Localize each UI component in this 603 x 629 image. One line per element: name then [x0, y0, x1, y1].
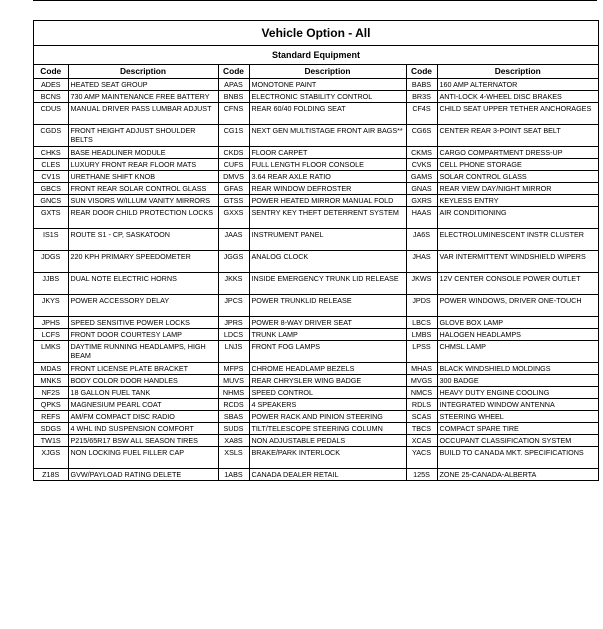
option-code-cell: GXTS	[34, 207, 68, 229]
option-description-cell: MANUAL DRIVER PASS LUMBAR ADJUST	[68, 103, 218, 125]
option-description-cell: BASE HEADLINER MODULE	[68, 147, 218, 159]
option-description-cell: ANALOG CLOCK	[249, 251, 406, 273]
option-code-cell: JPDS	[406, 295, 437, 317]
option-code-cell: CGDS	[34, 125, 68, 147]
option-code-cell: NHMS	[218, 387, 249, 399]
option-code-cell: RDLS	[406, 399, 437, 411]
option-description-cell: OCCUPANT CLASSIFICATION SYSTEM	[437, 435, 598, 447]
option-description-cell: NEXT GEN MULTISTAGE FRONT AIR BAGS**	[249, 125, 406, 147]
option-description-cell: BLACK WINDSHIELD MOLDINGS	[437, 363, 598, 375]
option-code-cell: CLES	[34, 159, 68, 171]
option-description-cell: INTEGRATED WINDOW ANTENNA	[437, 399, 598, 411]
option-description-cell: REAR CHRYSLER WING BADGE	[249, 375, 406, 387]
equipment-table	[34, 65, 598, 481]
table-row	[34, 375, 598, 387]
option-code-cell: LCFS	[34, 329, 68, 341]
option-code-cell: GTSS	[218, 195, 249, 207]
option-code-cell: CG6S	[406, 125, 437, 147]
option-description-cell: CENTER REAR 3-POINT SEAT BELT	[437, 125, 598, 147]
table-row	[34, 341, 598, 363]
option-description-cell: BRAKE/PARK INTERLOCK	[249, 447, 406, 469]
option-code-cell: CF4S	[406, 103, 437, 125]
option-code-cell: ADES	[34, 79, 68, 91]
option-description-cell: ZONE 25-CANADA-ALBERTA	[437, 469, 598, 481]
option-code-cell: TW1S	[34, 435, 68, 447]
vehicle-option-table-frame	[33, 20, 599, 481]
option-code-cell: JAAS	[218, 229, 249, 251]
option-description-cell: TRUNK LAMP	[249, 329, 406, 341]
option-description-cell: MONOTONE PAINT	[249, 79, 406, 91]
column-header: Description	[249, 65, 406, 79]
option-code-cell: GAMS	[406, 171, 437, 183]
option-code-cell: NF2S	[34, 387, 68, 399]
table-row	[34, 435, 598, 447]
option-code-cell: XJGS	[34, 447, 68, 469]
option-description-cell: FULL LENGTH FLOOR CONSOLE	[249, 159, 406, 171]
option-code-cell: JKKS	[218, 273, 249, 295]
option-code-cell: CHKS	[34, 147, 68, 159]
option-code-cell: LBCS	[406, 317, 437, 329]
option-code-cell: SCAS	[406, 411, 437, 423]
column-header: Code	[218, 65, 249, 79]
option-description-cell: SUN VISORS W/ILLUM VANITY MIRRORS	[68, 195, 218, 207]
option-description-cell: REAR DOOR CHILD PROTECTION LOCKS	[68, 207, 218, 229]
option-description-cell: HALOGEN HEADLAMPS	[437, 329, 598, 341]
option-code-cell: JKYS	[34, 295, 68, 317]
option-description-cell: POWER RACK AND PINION STEERING	[249, 411, 406, 423]
option-code-cell: SUDS	[218, 423, 249, 435]
option-code-cell: 125S	[406, 469, 437, 481]
table-row	[34, 329, 598, 341]
table-row	[34, 447, 598, 469]
option-description-cell: HEAVY DUTY ENGINE COOLING	[437, 387, 598, 399]
option-description-cell: 160 AMP ALTERNATOR	[437, 79, 598, 91]
option-description-cell: CHILD SEAT UPPER TETHER ANCHORAGES	[437, 103, 598, 125]
option-description-cell: P215/65R17 BSW ALL SEASON TIRES	[68, 435, 218, 447]
table-row	[34, 171, 598, 183]
option-description-cell: CHMSL LAMP	[437, 341, 598, 363]
option-description-cell: ELECTRONIC STABILITY CONTROL	[249, 91, 406, 103]
option-description-cell: 18 GALLON FUEL TANK	[68, 387, 218, 399]
option-code-cell: GNAS	[406, 183, 437, 195]
option-code-cell: LMBS	[406, 329, 437, 341]
option-code-cell: JPCS	[218, 295, 249, 317]
option-description-cell: SOLAR CONTROL GLASS	[437, 171, 598, 183]
option-description-cell: 220 KPH PRIMARY SPEEDOMETER	[68, 251, 218, 273]
option-code-cell: TBCS	[406, 423, 437, 435]
option-code-cell: CKDS	[218, 147, 249, 159]
option-description-cell: 4 SPEAKERS	[249, 399, 406, 411]
option-code-cell: LDCS	[218, 329, 249, 341]
option-description-cell: FRONT FOG LAMPS	[249, 341, 406, 363]
option-code-cell: JGGS	[218, 251, 249, 273]
table-row	[34, 207, 598, 229]
option-description-cell: DAYTIME RUNNING HEADLAMPS, HIGH BEAM	[68, 341, 218, 363]
option-description-cell: 300 BADGE	[437, 375, 598, 387]
option-description-cell: INSIDE EMERGENCY TRUNK LID RELEASE	[249, 273, 406, 295]
option-code-cell: CUFS	[218, 159, 249, 171]
option-description-cell: FRONT REAR SOLAR CONTROL GLASS	[68, 183, 218, 195]
option-code-cell: GFAS	[218, 183, 249, 195]
option-description-cell: DUAL NOTE ELECTRIC HORNS	[68, 273, 218, 295]
top-divider-line	[33, 0, 597, 1]
option-code-cell: JPHS	[34, 317, 68, 329]
table-row	[34, 469, 598, 481]
option-code-cell: GBCS	[34, 183, 68, 195]
option-description-cell: GVW/PAYLOAD RATING DELETE	[68, 469, 218, 481]
option-code-cell: BR3S	[406, 91, 437, 103]
option-description-cell: TILT/TELESCOPE STEERING COLUMN	[249, 423, 406, 435]
option-description-cell: FRONT DOOR COURTESY LAMP	[68, 329, 218, 341]
option-code-cell: LPSS	[406, 341, 437, 363]
option-description-cell: VAR INTERMITTENT WINDSHIELD WIPERS	[437, 251, 598, 273]
table-row	[34, 317, 598, 329]
option-description-cell: REAR WINDOW DEFROSTER	[249, 183, 406, 195]
option-description-cell: REAR VIEW DAY/NIGHT MIRROR	[437, 183, 598, 195]
option-description-cell: ANTI-LOCK 4-WHEEL DISC BRAKES	[437, 91, 598, 103]
option-description-cell: ELECTROLUMINESCENT INSTR CLUSTER	[437, 229, 598, 251]
option-code-cell: XCAS	[406, 435, 437, 447]
option-description-cell: POWER TRUNKLID RELEASE	[249, 295, 406, 317]
option-description-cell: SPEED SENSITIVE POWER LOCKS	[68, 317, 218, 329]
option-code-cell: REFS	[34, 411, 68, 423]
option-description-cell: POWER 8-WAY DRIVER SEAT	[249, 317, 406, 329]
option-description-cell: HEATED SEAT GROUP	[68, 79, 218, 91]
option-description-cell: FRONT HEIGHT ADJUST SHOULDER BELTS	[68, 125, 218, 147]
option-description-cell: NON ADJUSTABLE PEDALS	[249, 435, 406, 447]
table-row	[34, 159, 598, 171]
option-description-cell: 12V CENTER CONSOLE POWER OUTLET	[437, 273, 598, 295]
option-code-cell: CG1S	[218, 125, 249, 147]
option-code-cell: JJBS	[34, 273, 68, 295]
option-code-cell: LMKS	[34, 341, 68, 363]
option-code-cell: BABS	[406, 79, 437, 91]
option-code-cell: GXRS	[406, 195, 437, 207]
table-row	[34, 125, 598, 147]
option-description-cell: FLOOR CARPET	[249, 147, 406, 159]
option-description-cell: POWER HEATED MIRROR MANUAL FOLD	[249, 195, 406, 207]
option-description-cell: 3.64 REAR AXLE RATIO	[249, 171, 406, 183]
option-description-cell: 4 WHL IND SUSPENSION COMFORT	[68, 423, 218, 435]
table-row	[34, 251, 598, 273]
option-code-cell: BNBS	[218, 91, 249, 103]
option-code-cell: XSLS	[218, 447, 249, 469]
option-description-cell: ROUTE S1 - CP, SASKATOON	[68, 229, 218, 251]
option-code-cell: Z18S	[34, 469, 68, 481]
table-row	[34, 79, 598, 91]
option-description-cell: GLOVE BOX LAMP	[437, 317, 598, 329]
option-description-cell: CARGO COMPARTMENT DRESS-UP	[437, 147, 598, 159]
page-title: Vehicle Option - All	[34, 21, 598, 46]
option-code-cell: YACS	[406, 447, 437, 469]
option-description-cell: FRONT LICENSE PLATE BRACKET	[68, 363, 218, 375]
table-row	[34, 295, 598, 317]
option-code-cell: MHAS	[406, 363, 437, 375]
table-row	[34, 411, 598, 423]
option-description-cell: LUXURY FRONT REAR FLOOR MATS	[68, 159, 218, 171]
option-code-cell: GXXS	[218, 207, 249, 229]
option-description-cell: POWER WINDOWS, DRIVER ONE-TOUCH	[437, 295, 598, 317]
option-description-cell: 730 AMP MAINTENANCE FREE BATTERY	[68, 91, 218, 103]
option-code-cell: IS1S	[34, 229, 68, 251]
option-code-cell: MNKS	[34, 375, 68, 387]
option-code-cell: LNJS	[218, 341, 249, 363]
column-header: Description	[437, 65, 598, 79]
option-description-cell: INSTRUMENT PANEL	[249, 229, 406, 251]
option-code-cell: MFPS	[218, 363, 249, 375]
option-code-cell: BCNS	[34, 91, 68, 103]
table-row	[34, 195, 598, 207]
option-code-cell: MVGS	[406, 375, 437, 387]
table-row	[34, 273, 598, 295]
option-code-cell: SBAS	[218, 411, 249, 423]
option-code-cell: CDUS	[34, 103, 68, 125]
table-row	[34, 363, 598, 375]
table-row	[34, 423, 598, 435]
option-code-cell: MUVS	[218, 375, 249, 387]
option-code-cell: CKMS	[406, 147, 437, 159]
option-code-cell: HAAS	[406, 207, 437, 229]
table-row	[34, 91, 598, 103]
option-code-cell: JDGS	[34, 251, 68, 273]
option-code-cell: XA8S	[218, 435, 249, 447]
option-code-cell: JHAS	[406, 251, 437, 273]
option-code-cell: 1ABS	[218, 469, 249, 481]
table-header-row	[34, 65, 598, 79]
column-header: Code	[34, 65, 68, 79]
option-description-cell: COMPACT SPARE TIRE	[437, 423, 598, 435]
table-row	[34, 387, 598, 399]
option-description-cell: BUILD TO CANADA MKT. SPECIFICATIONS	[437, 447, 598, 469]
option-code-cell: CV1S	[34, 171, 68, 183]
option-description-cell: STEERING WHEEL	[437, 411, 598, 423]
option-code-cell: JKWS	[406, 273, 437, 295]
option-description-cell: NON LOCKING FUEL FILLER CAP	[68, 447, 218, 469]
option-code-cell: APAS	[218, 79, 249, 91]
option-description-cell: CANADA DEALER RETAIL	[249, 469, 406, 481]
option-description-cell: CELL PHONE STORAGE	[437, 159, 598, 171]
option-description-cell: CHROME HEADLAMP BEZELS	[249, 363, 406, 375]
option-code-cell: JA6S	[406, 229, 437, 251]
option-description-cell: SENTRY KEY THEFT DETERRENT SYSTEM	[249, 207, 406, 229]
table-row	[34, 183, 598, 195]
table-row	[34, 229, 598, 251]
option-code-cell: SDGS	[34, 423, 68, 435]
option-code-cell: DMVS	[218, 171, 249, 183]
table-row	[34, 399, 598, 411]
option-code-cell: QPKS	[34, 399, 68, 411]
option-code-cell: CFNS	[218, 103, 249, 125]
option-description-cell: URETHANE SHIFT KNOB	[68, 171, 218, 183]
option-code-cell: GNCS	[34, 195, 68, 207]
option-code-cell: MDAS	[34, 363, 68, 375]
option-code-cell: CVKS	[406, 159, 437, 171]
table-row	[34, 103, 598, 125]
option-code-cell: JPRS	[218, 317, 249, 329]
option-description-cell: POWER ACCESSORY DELAY	[68, 295, 218, 317]
table-row	[34, 147, 598, 159]
option-description-cell: MAGNESIUM PEARL COAT	[68, 399, 218, 411]
option-description-cell: KEYLESS ENTRY	[437, 195, 598, 207]
option-description-cell: AM/FM COMPACT DISC RADIO	[68, 411, 218, 423]
option-description-cell: SPEED CONTROL	[249, 387, 406, 399]
column-header: Description	[68, 65, 218, 79]
option-description-cell: AIR CONDITIONING	[437, 207, 598, 229]
option-code-cell: RCDS	[218, 399, 249, 411]
section-subtitle: Standard Equipment	[34, 46, 598, 65]
column-header: Code	[406, 65, 437, 79]
option-code-cell: NMCS	[406, 387, 437, 399]
option-description-cell: BODY COLOR DOOR HANDLES	[68, 375, 218, 387]
option-description-cell: REAR 60/40 FOLDING SEAT	[249, 103, 406, 125]
